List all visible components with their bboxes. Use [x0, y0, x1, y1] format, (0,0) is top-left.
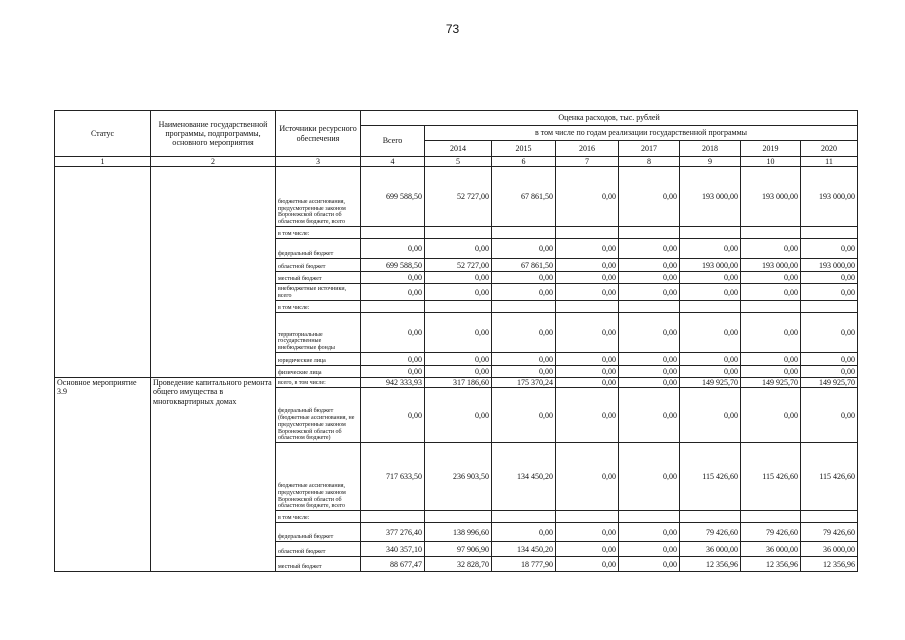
- value-cell: 0,00: [556, 557, 619, 572]
- value-cell: 115 426,60: [801, 443, 858, 511]
- header-year: 2016: [556, 141, 619, 157]
- value-cell: [361, 511, 425, 523]
- value-cell: [361, 227, 425, 239]
- value-cell: [619, 227, 680, 239]
- header-year: 2019: [741, 141, 801, 157]
- value-cell: 0,00: [741, 388, 801, 443]
- value-cell: 0,00: [556, 272, 619, 284]
- value-cell: 0,00: [425, 366, 492, 378]
- value-cell: [425, 227, 492, 239]
- column-number: 3: [276, 157, 361, 167]
- value-cell: 0,00: [801, 366, 858, 378]
- column-number: 1: [55, 157, 151, 167]
- value-cell: 0,00: [556, 366, 619, 378]
- value-cell: 0,00: [492, 353, 556, 366]
- value-cell: 193 000,00: [801, 259, 858, 272]
- value-cell: 0,00: [801, 239, 858, 259]
- value-cell: 0,00: [619, 388, 680, 443]
- value-cell: 0,00: [361, 284, 425, 301]
- source-cell: федеральный бюджет: [276, 523, 361, 542]
- table-row: [55, 378, 858, 388]
- value-cell: 67 861,50: [492, 259, 556, 272]
- value-cell: 0,00: [556, 378, 619, 388]
- header-by-years: в том числе по годам реализации государственной программы: [425, 126, 858, 141]
- value-cell: 0,00: [492, 388, 556, 443]
- value-cell: 0,00: [680, 284, 741, 301]
- value-cell: [556, 227, 619, 239]
- value-cell: 134 450,20: [492, 443, 556, 511]
- value-cell: [741, 227, 801, 239]
- value-cell: 0,00: [556, 259, 619, 272]
- source-cell: территориальные государственные внебюджетные фонды: [276, 313, 361, 353]
- value-cell: 942 333,93: [361, 378, 425, 388]
- value-cell: 0,00: [801, 388, 858, 443]
- table-row: [55, 167, 858, 227]
- value-cell: 193 000,00: [741, 259, 801, 272]
- value-cell: 0,00: [619, 239, 680, 259]
- value-cell: [492, 301, 556, 313]
- page-number: 73: [445, 22, 460, 36]
- value-cell: [425, 511, 492, 523]
- value-cell: 0,00: [361, 366, 425, 378]
- source-cell: бюджетные ассигнования, предусмотренные законом Воронежской области об областном бюджете, всего: [276, 443, 361, 511]
- value-cell: 0,00: [619, 557, 680, 572]
- value-cell: 97 906,90: [425, 542, 492, 557]
- value-cell: 0,00: [680, 239, 741, 259]
- value-cell: 0,00: [492, 366, 556, 378]
- value-cell: 134 450,20: [492, 542, 556, 557]
- source-cell: областной бюджет: [276, 259, 361, 272]
- value-cell: 115 426,60: [680, 443, 741, 511]
- source-cell: федеральный бюджет: [276, 239, 361, 259]
- value-cell: 0,00: [741, 313, 801, 353]
- value-cell: 0,00: [741, 239, 801, 259]
- header-sources: Источники ресурсного обеспечения: [276, 111, 361, 157]
- value-cell: 193 000,00: [680, 167, 741, 227]
- value-cell: 0,00: [741, 284, 801, 301]
- source-cell: внебюджетные источники, всего: [276, 284, 361, 301]
- column-number: 10: [741, 157, 801, 167]
- value-cell: 0,00: [556, 239, 619, 259]
- value-cell: 0,00: [680, 353, 741, 366]
- value-cell: 717 633,50: [361, 443, 425, 511]
- column-number: 2: [151, 157, 276, 167]
- name-cell: [151, 167, 276, 378]
- value-cell: [619, 511, 680, 523]
- column-number: 6: [492, 157, 556, 167]
- source-cell: юридические лица: [276, 353, 361, 366]
- value-cell: 79 426,60: [741, 523, 801, 542]
- value-cell: 0,00: [619, 366, 680, 378]
- value-cell: 0,00: [425, 313, 492, 353]
- value-cell: 0,00: [619, 353, 680, 366]
- value-cell: 0,00: [361, 272, 425, 284]
- header-year: 2018: [680, 141, 741, 157]
- value-cell: 0,00: [619, 542, 680, 557]
- value-cell: 699 588,50: [361, 167, 425, 227]
- source-cell: в том числе:: [276, 511, 361, 523]
- column-number: 7: [556, 157, 619, 167]
- value-cell: 0,00: [361, 313, 425, 353]
- header-year: 2015: [492, 141, 556, 157]
- value-cell: 0,00: [741, 272, 801, 284]
- value-cell: 0,00: [425, 272, 492, 284]
- value-cell: 193 000,00: [741, 167, 801, 227]
- value-cell: 149 925,70: [741, 378, 801, 388]
- value-cell: 0,00: [741, 366, 801, 378]
- header-status: Статус: [55, 111, 151, 157]
- value-cell: 18 777,90: [492, 557, 556, 572]
- value-cell: 12 356,96: [680, 557, 741, 572]
- value-cell: 36 000,00: [680, 542, 741, 557]
- value-cell: 0,00: [680, 366, 741, 378]
- value-cell: 0,00: [425, 284, 492, 301]
- value-cell: [741, 511, 801, 523]
- value-cell: 0,00: [492, 239, 556, 259]
- value-cell: [680, 511, 741, 523]
- value-cell: 0,00: [556, 523, 619, 542]
- value-cell: 36 000,00: [741, 542, 801, 557]
- source-cell: бюджетные ассигнования, предусмотренные законом Воронежской области об областном бюджете, всего: [276, 167, 361, 227]
- value-cell: [741, 301, 801, 313]
- value-cell: 12 356,96: [801, 557, 858, 572]
- column-number: 4: [361, 157, 425, 167]
- value-cell: 88 677,47: [361, 557, 425, 572]
- value-cell: 12 356,96: [741, 557, 801, 572]
- value-cell: 0,00: [556, 542, 619, 557]
- value-cell: [619, 301, 680, 313]
- value-cell: 0,00: [801, 284, 858, 301]
- column-number: 9: [680, 157, 741, 167]
- value-cell: 36 000,00: [801, 542, 858, 557]
- value-cell: 0,00: [425, 388, 492, 443]
- value-cell: 317 186,60: [425, 378, 492, 388]
- source-cell: всего, в том числе:: [276, 378, 361, 388]
- source-cell: в том числе:: [276, 227, 361, 239]
- value-cell: 0,00: [361, 353, 425, 366]
- value-cell: 0,00: [619, 284, 680, 301]
- value-cell: 193 000,00: [801, 167, 858, 227]
- expense-table: [54, 110, 858, 572]
- value-cell: 0,00: [556, 353, 619, 366]
- value-cell: 149 925,70: [680, 378, 741, 388]
- value-cell: 0,00: [425, 353, 492, 366]
- value-cell: [556, 301, 619, 313]
- value-cell: 236 903,50: [425, 443, 492, 511]
- source-cell: в том числе:: [276, 301, 361, 313]
- source-cell: местный бюджет: [276, 272, 361, 284]
- value-cell: [801, 511, 858, 523]
- value-cell: [556, 511, 619, 523]
- value-cell: 32 828,70: [425, 557, 492, 572]
- value-cell: 79 426,60: [680, 523, 741, 542]
- value-cell: 0,00: [801, 353, 858, 366]
- header-total: Всего: [361, 126, 425, 157]
- value-cell: 0,00: [619, 259, 680, 272]
- value-cell: [425, 301, 492, 313]
- value-cell: 0,00: [492, 523, 556, 542]
- value-cell: 0,00: [425, 239, 492, 259]
- header-name: Наименование государственной программы, подпрограммы, основного мероприятия: [151, 111, 276, 157]
- value-cell: 0,00: [619, 272, 680, 284]
- value-cell: 149 925,70: [801, 378, 858, 388]
- header-year: 2017: [619, 141, 680, 157]
- value-cell: 699 588,50: [361, 259, 425, 272]
- column-number: 11: [801, 157, 858, 167]
- value-cell: [492, 227, 556, 239]
- value-cell: [680, 301, 741, 313]
- value-cell: [680, 227, 741, 239]
- status-cell: Основное мероприятие 3.9: [55, 378, 151, 572]
- value-cell: 0,00: [680, 272, 741, 284]
- value-cell: 0,00: [556, 443, 619, 511]
- value-cell: 138 996,60: [425, 523, 492, 542]
- value-cell: 0,00: [619, 167, 680, 227]
- source-cell: физические лица: [276, 366, 361, 378]
- value-cell: 0,00: [556, 388, 619, 443]
- value-cell: 0,00: [361, 388, 425, 443]
- value-cell: 0,00: [741, 353, 801, 366]
- header-year: 2020: [801, 141, 858, 157]
- value-cell: 0,00: [556, 167, 619, 227]
- value-cell: 0,00: [492, 313, 556, 353]
- value-cell: 0,00: [801, 313, 858, 353]
- value-cell: 0,00: [556, 284, 619, 301]
- value-cell: 0,00: [492, 284, 556, 301]
- value-cell: 0,00: [361, 239, 425, 259]
- value-cell: [492, 511, 556, 523]
- column-number: 5: [425, 157, 492, 167]
- value-cell: 0,00: [619, 523, 680, 542]
- value-cell: 0,00: [619, 443, 680, 511]
- value-cell: 52 727,00: [425, 259, 492, 272]
- value-cell: 0,00: [619, 313, 680, 353]
- value-cell: 67 861,50: [492, 167, 556, 227]
- value-cell: [801, 227, 858, 239]
- value-cell: 115 426,60: [741, 443, 801, 511]
- value-cell: [361, 301, 425, 313]
- value-cell: 0,00: [619, 378, 680, 388]
- value-cell: 0,00: [680, 313, 741, 353]
- name-cell: Проведение капитального ремонта общего имущества в многоквартирных домах: [151, 378, 276, 572]
- value-cell: 79 426,60: [801, 523, 858, 542]
- value-cell: [801, 301, 858, 313]
- value-cell: 0,00: [801, 272, 858, 284]
- value-cell: 0,00: [680, 388, 741, 443]
- value-cell: 0,00: [492, 272, 556, 284]
- value-cell: 175 370,24: [492, 378, 556, 388]
- source-cell: областной бюджет: [276, 542, 361, 557]
- header-year: 2014: [425, 141, 492, 157]
- column-number: 8: [619, 157, 680, 167]
- value-cell: 340 357,10: [361, 542, 425, 557]
- source-cell: федеральный бюджет (бюджетные ассигнования, не предусмотренные законом Воронежской области об областном бюджете): [276, 388, 361, 443]
- value-cell: 52 727,00: [425, 167, 492, 227]
- value-cell: 0,00: [556, 313, 619, 353]
- status-cell: [55, 167, 151, 378]
- value-cell: 193 000,00: [680, 259, 741, 272]
- value-cell: 377 276,40: [361, 523, 425, 542]
- source-cell: местный бюджет: [276, 557, 361, 572]
- header-estimate: Оценка расходов, тыс. рублей: [361, 111, 858, 126]
